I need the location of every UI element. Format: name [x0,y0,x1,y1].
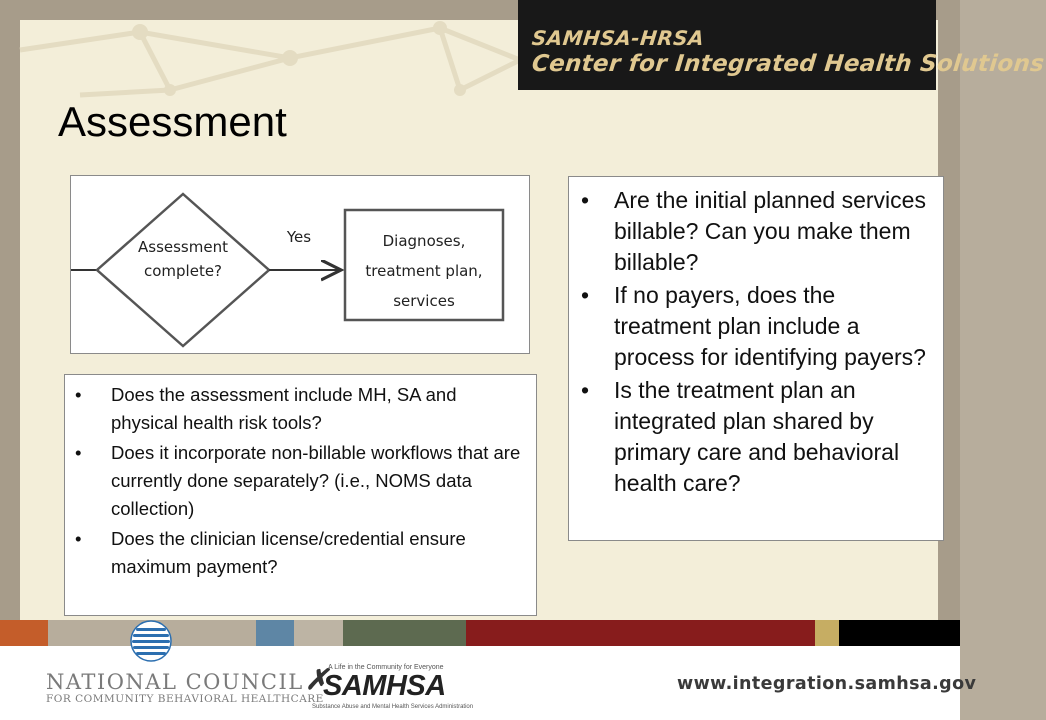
strip-segment [256,620,294,646]
list-item-text: Does the clinician license/credential ensure maximum payment? [111,528,466,577]
footer-website-url[interactable]: www.integration.samhsa.gov [677,674,977,694]
bullet-glyph: • [75,442,82,463]
list-item [75,525,526,581]
samhsa-logo-text: SAMHSA [323,670,446,702]
header-banner [518,0,1046,90]
bullet-glyph: • [581,377,590,403]
strip-segment [466,620,815,646]
national-council-globe-icon [130,620,172,662]
bullet-glyph: • [75,384,82,405]
strip-segment [815,620,839,646]
samhsa-tagline: A Life in the Community for Everyone [328,664,444,671]
list-item-text: If no payers, does the treatment plan include a process for identifying payers? [614,282,926,370]
list-item-text: Are the initial planned services billable? Can you make them billable? [614,187,926,275]
frame-left [0,0,20,620]
header-center-name: Center for Integrated Health Solutions [530,51,1046,77]
assessment-questions-box [64,374,537,616]
samhsa-subtitle: Substance Abuse and Mental Health Services Administration [312,704,474,710]
national-council-subtitle: FOR COMMUNITY BEHAVIORAL HEALTHCARE [46,693,324,705]
list-item-text: Does the assessment include MH, SA and physical health risk tools? [111,384,457,433]
edge-label-yes: Yes [286,228,312,246]
bullet-glyph: • [581,282,590,308]
decision-label-line2: complete? [143,262,223,280]
footer [0,646,977,720]
bullet-glyph: • [581,187,590,213]
strip-segment [0,620,48,646]
assessment-questions-list [65,375,536,581]
list-item-text: Is the treatment plan an integrated plan shared by primary care and behavioral health care? [614,377,900,496]
national-council-name: NATIONAL COUNCIL [46,670,304,694]
strip-segment [294,620,343,646]
decision-label-line1: Assessment [138,238,228,256]
process-label-line3: services [393,292,455,310]
billing-questions-list [569,177,943,499]
list-item [581,375,933,499]
process-label-line1: Diagnoses, [382,232,466,250]
flowchart-svg [71,176,529,353]
list-item [581,280,933,373]
strip-segment [839,620,960,646]
process-label-line2: treatment plan, [365,262,483,280]
list-item-text: Does it incorporate non-billable workflows that are currently done separately? (i.e., NOMS data collection) [111,442,521,519]
header-org-name: SAMHSA-HRSA [530,26,706,50]
flowchart-image [70,175,530,354]
strip-segment [343,620,466,646]
bullet-glyph: • [75,528,82,549]
list-item [75,439,526,523]
billing-questions-box [568,176,944,541]
list-item [581,185,933,278]
samhsa-figure-icon: ✗ [305,664,329,695]
list-item [75,381,526,437]
slide-title: Assessment [58,98,287,145]
